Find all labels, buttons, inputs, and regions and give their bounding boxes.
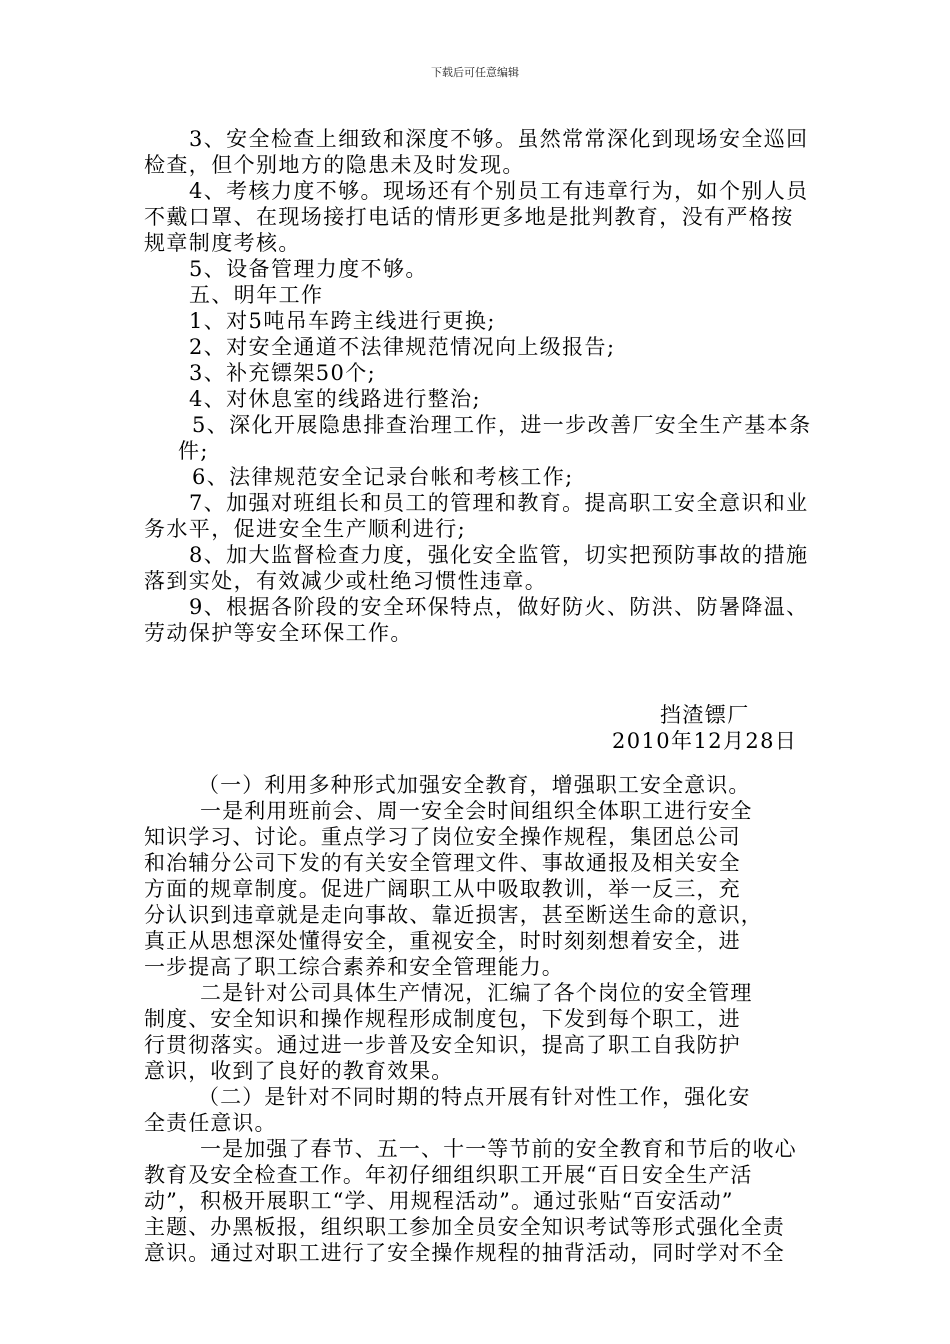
text-line: 方面的规章制度。促进广阔职工从中吸取教训，举一反三，充: [144, 877, 741, 901]
list-item: 6、法律规范安全记录台帐和考核工作;: [192, 465, 574, 489]
text-line: 规章制度考核。: [144, 231, 301, 255]
text-line: 一是加强了春节、五一、十一等节前的安全教育和节后的收心: [200, 1137, 797, 1161]
text-line: 意识。通过对职工进行了安全操作规程的抽背活动，同时学对不全: [144, 1241, 785, 1265]
list-item-continuation: 务水平，促进安全生产顺利进行;: [144, 517, 467, 541]
text-line: 分认识到违章就是走向事故、靠近损害，甚至断送生命的意识，: [144, 903, 763, 927]
text-line: 教育及安全检查工作。年初仔细组织职工开展“百日安全生产活: [144, 1163, 753, 1187]
signature-org: 挡渣镖厂: [660, 703, 750, 727]
text-line: 行贯彻落实。通过进一步普及安全知识，提高了职工自我防护: [144, 1033, 741, 1057]
text-line: 一步提高了职工综合素养和安全管理能力。: [144, 955, 564, 979]
text-line: 不戴口罩、在现场接打电话的情形更多地是批判教育，没有严格按: [144, 205, 794, 229]
section-heading: 五、明年工作: [189, 283, 324, 307]
text-line: 动”，积极开展职工“学、用规程活动”。通过张贴“百安活动”: [144, 1189, 734, 1213]
signature-date: 2010年12月28日: [612, 729, 798, 753]
text-line: 全责任意识。: [144, 1111, 277, 1135]
list-item: 8、加大监督检查力度，强化安全监管，切实把预防事故的措施: [189, 543, 809, 567]
text-line: 二是针对公司具体生产情况，汇编了各个岗位的安全管理: [200, 981, 753, 1005]
list-item: 1、对5吨吊车跨主线进行更换;: [189, 309, 496, 333]
text-line: 4、考核力度不够。现场还有个别员工有违章行为，如个别人员: [189, 179, 809, 203]
text-line: 主题、办黑板报，组织职工参加全员安全知识考试等形式强化全责: [144, 1215, 785, 1239]
section-heading: （二）是针对不同时期的特点开展有针对性工作，强化安: [198, 1085, 751, 1109]
list-item: 4、对休息室的线路进行整治;: [189, 387, 482, 411]
list-item: 2、对安全通道不法律规范情况向上级报告;: [189, 335, 616, 359]
text-line: 意识，收到了良好的教育效果。: [144, 1059, 454, 1083]
text-line: 检查，但个别地方的隐患未及时发现。: [144, 153, 525, 177]
text-line: 和冶辅分公司下发的有关安全管理文件、事故通报及相关安全: [144, 851, 741, 875]
text-line: 真正从思想深处懂得安全，重视安全，时时刻刻想着安全，进: [144, 929, 741, 953]
list-item: 3、补充镖架50个;: [189, 361, 377, 385]
list-item-continuation: 劳动保护等安全环保工作。: [144, 621, 413, 645]
page-header: 下载后可任意编辑: [431, 66, 519, 79]
list-item: 5、深化开展隐患排查治理工作，进一步改善厂安全生产基本条: [192, 413, 812, 437]
text-line: 知识学习、讨论。重点学习了岗位安全操作规程，集团总公司: [144, 825, 741, 849]
list-item: 9、根据各阶段的安全环保特点，做好防火、防洪、防暑降温、: [189, 595, 809, 619]
section-heading: （一）利用多种形式加强安全教育，增强职工安全意识。: [198, 773, 751, 797]
text-line: 3、安全检查上细致和深度不够。虽然常常深化到现场安全巡回: [189, 127, 809, 151]
list-item: 7、加强对班组长和员工的管理和教育。提高职工安全意识和业: [189, 491, 809, 515]
text-line: 制度、安全知识和操作规程形成制度包，下发到每个职工，进: [144, 1007, 741, 1031]
list-item-continuation: 件;: [178, 439, 209, 463]
text-line: 5、设备管理力度不够。: [189, 257, 428, 281]
text-line: 一是利用班前会、周一安全会时间组织全体职工进行安全: [200, 799, 753, 823]
list-item-continuation: 落到实处，有效减少或杜绝习惯性违章。: [144, 569, 548, 593]
